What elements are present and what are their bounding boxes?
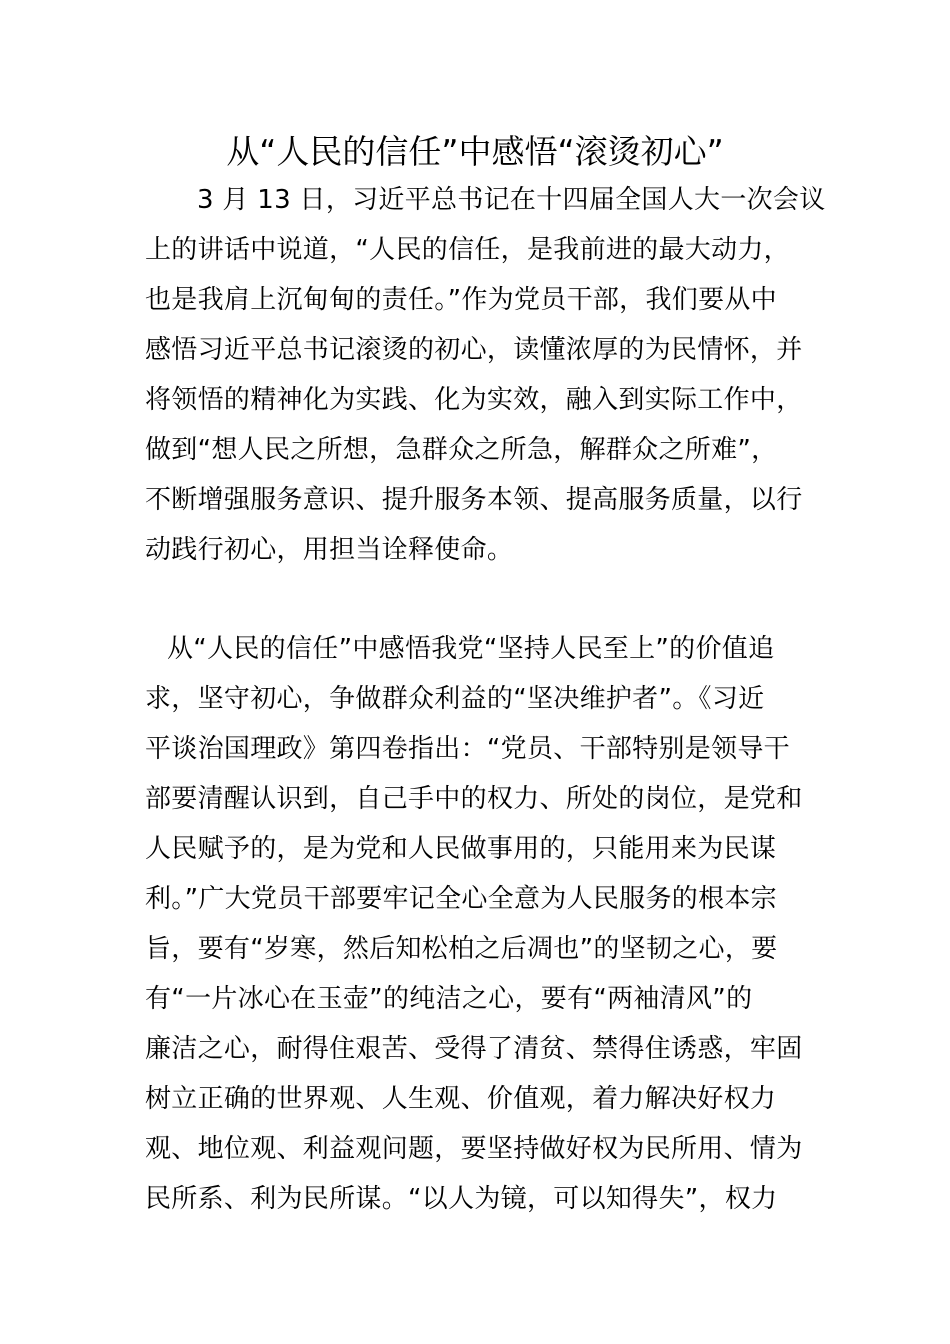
paragraph-line: 3 月 13 日，习近平总书记在十四届全国人大一次会议: [197, 185, 826, 215]
paragraph-line: 部要清醒认识到，自己手中的权力、所处的岗位，是党和: [145, 784, 803, 814]
document-title: 从“人民的信任”中感悟“滚烫初心”: [226, 132, 724, 171]
paragraph-line: 求，坚守初心，争做群众利益的“坚决维护者”。《习近: [145, 684, 765, 714]
paragraph-2: [145, 624, 815, 1224]
paragraph-line: 也是我肩上沉甸甸的责任。”作为党员干部，我们要从中: [145, 285, 777, 315]
paragraph-line: 民所系、利为民所谋。“以人为镜，可以知得失”，权力: [145, 1184, 778, 1214]
paragraph-line: 不断增强服务意识、提升服务本领、提高服务质量，以行: [145, 485, 803, 515]
paragraph-line: 有“一片冰心在玉壶”的纯洁之心，要有“两袖清风”的: [145, 984, 753, 1014]
paragraph-line: 上的讲话中说道，“人民的信任，是我前进的最大动力，: [145, 235, 790, 265]
paragraph-line: 廉洁之心，耐得住艰苦、受得了清贫、禁得住诱惑，牢固: [145, 1034, 803, 1064]
paragraph-line: 从“人民的信任”中感悟我党“坚持人民至上”的价值追: [167, 634, 775, 664]
paragraph-1: [145, 175, 826, 575]
paragraph-line: 将领悟的精神化为实践、化为实效，融入到实际工作中，: [145, 385, 803, 415]
paragraph-line: 感悟习近平总书记滚烫的初心，读懂浓厚的为民情怀，并: [145, 335, 803, 365]
paragraph-line: 利。”广大党员干部要牢记全心全意为人民服务的根本宗: [145, 884, 777, 914]
paragraph-line: 人民赋予的，是为党和人民做事用的，只能用来为民谋: [145, 834, 777, 864]
paragraph-line: 动践行初心，用担当诠释使命。: [145, 535, 514, 565]
paragraph-line: 平谈治国理政》第四卷指出：“党员、干部特别是领导干: [145, 734, 790, 764]
paragraph-line: 树立正确的世界观、人生观、价值观，着力解决好权力: [145, 1084, 777, 1114]
paragraph-line: 旨，要有“岁寒，然后知松柏之后凋也”的坚韧之心，要: [145, 934, 778, 964]
paragraph-line: 做到“想人民之所想，急群众之所急，解群众之所难”，: [145, 435, 778, 465]
paragraph-line: 观、地位观、利益观问题，要坚持做好权为民所用、情为: [145, 1134, 803, 1164]
